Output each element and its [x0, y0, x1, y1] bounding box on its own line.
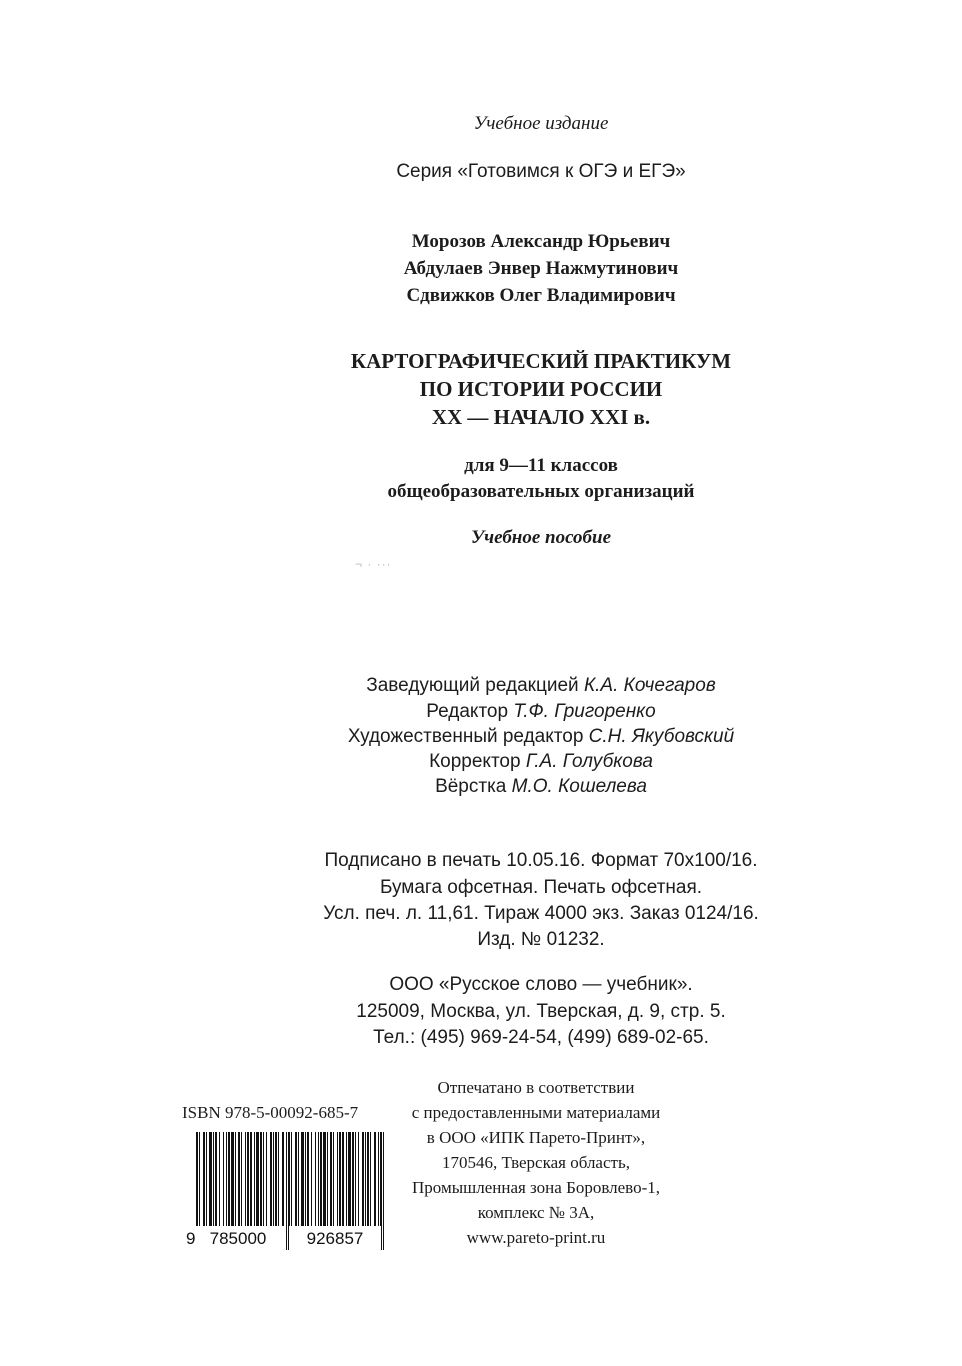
barcode-icon — [186, 1132, 392, 1254]
book-title-line-2: ПО ИСТОРИИ РОССИИ — [419, 377, 663, 401]
credit-role: Корректор — [429, 751, 521, 772]
credit-role: Вёрстка — [435, 776, 507, 797]
book-title-line-1: КАРТОГРАФИЧЕСКИЙ ПРАКТИКУМ — [350, 349, 732, 373]
series-line: Серия «Готовимся к ОГЭ и ЕГЭ» — [396, 161, 686, 182]
barcode-digits-left: 785000 — [209, 1229, 267, 1248]
author-2: Абдулаев Энвер Нажмутинович — [403, 258, 679, 279]
printer-line-1: Отпечатано в соответствии — [437, 1078, 635, 1097]
printer-line-5: Промышленная зона Боровлево-1, — [412, 1178, 660, 1197]
barcode-digits-right: 926857 — [306, 1229, 364, 1248]
publisher-line-3: Тел.: (495) 969-24-54, (499) 689-02-65. — [373, 1027, 709, 1048]
credit-line-3 — [0, 726, 962, 748]
credit-line-2 — [0, 701, 962, 723]
publication-line-3: Усл. печ. л. 11,61. Тираж 4000 экз. Заказ 0124/16. — [323, 903, 759, 924]
publisher-line-1: ООО «Русское слово — учебник». — [389, 974, 693, 995]
isbn-label: ISBN 978-5-00092-685-7 — [182, 1103, 359, 1122]
author-3: Сдвижков Олег Владимирович — [406, 285, 676, 306]
book-title-line-3: XX — НАЧАЛО XXI в. — [431, 405, 651, 429]
author-1: Морозов Александр Юрьевич — [411, 231, 671, 252]
credit-name: Т.Ф. Григоренко — [513, 701, 656, 722]
credit-name: К.А. Кочегаров — [583, 675, 716, 696]
printer-line-6: комплекс № 3А, — [477, 1203, 595, 1222]
publisher-line-2: 125009, Москва, ул. Тверская, д. 9, стр. 5. — [356, 1001, 726, 1022]
audience-line-2: общеобразовательных организаций — [387, 481, 695, 502]
printer-line-7: www.pareto-print.ru — [466, 1228, 606, 1247]
credit-role: Заведующий редакцией — [366, 675, 579, 696]
credit-name: Г.А. Голубкова — [525, 751, 653, 772]
credit-line-5 — [0, 776, 962, 798]
book-type: Учебное пособие — [470, 527, 612, 548]
faint-mark: ¬ · ··· — [355, 557, 392, 571]
printer-line-3: в ООО «ИПК Парето-Принт», — [426, 1128, 646, 1147]
credit-role: Художественный редактор — [347, 726, 584, 747]
edition-type: Учебное издание — [473, 113, 609, 134]
credit-line-4 — [0, 751, 962, 773]
publication-line-2: Бумага офсетная. Печать офсетная. — [379, 877, 703, 898]
credit-name: М.О. Кошелева — [511, 776, 647, 797]
printer-line-2: с предоставленными материалами — [411, 1103, 661, 1122]
printer-line-4: 170546, Тверская область, — [442, 1153, 630, 1172]
barcode-digit-first: 9 — [186, 1229, 196, 1248]
credit-role: Редактор — [426, 701, 509, 722]
credit-line-1 — [0, 675, 962, 697]
publication-line-4: Изд. № 01232. — [477, 929, 605, 950]
publication-line-1: Подписано в печать 10.05.16. Формат 70x100/16. — [324, 850, 758, 871]
credit-name: С.Н. Якубовский — [588, 726, 735, 747]
audience-line-1: для 9—11 классов — [464, 455, 618, 476]
